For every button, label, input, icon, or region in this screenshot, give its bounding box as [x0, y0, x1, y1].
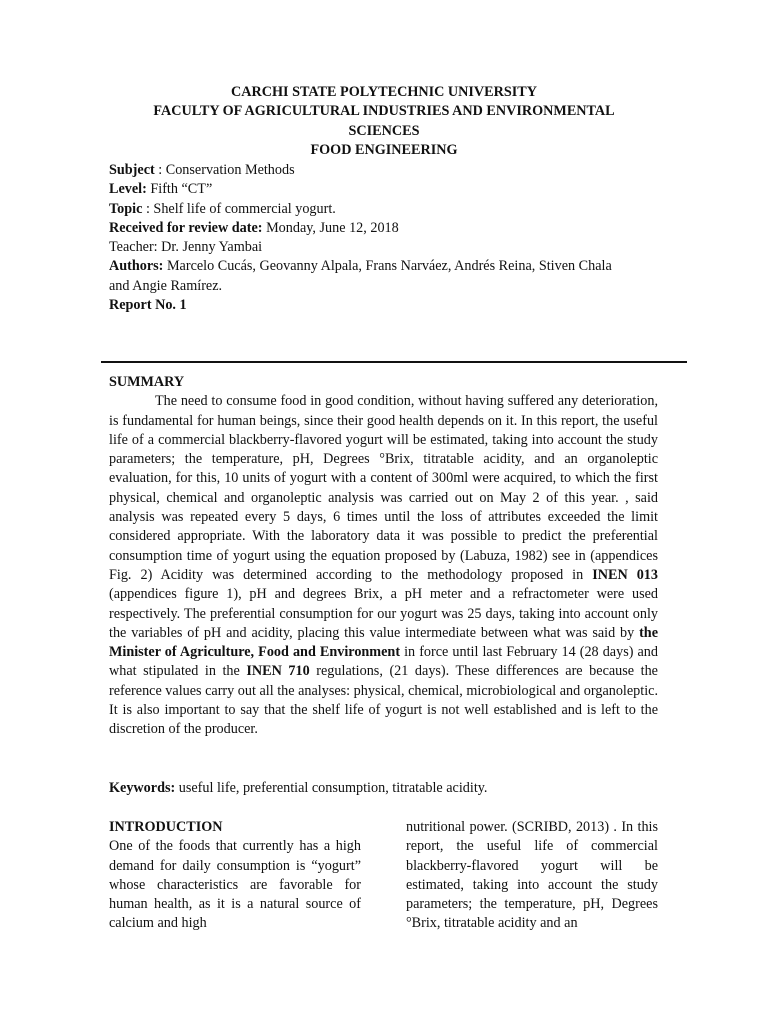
summary-heading: SUMMARY	[109, 374, 185, 390]
introduction-right-text: nutritional power. (SCRIBD, 2013) . In this report, the useful life of commercial blackberry-flavored yogurt will be estimated, taking into account the study parameters; the temperature, pH, Degrees °Brix, titratable acidity and an	[406, 819, 658, 932]
introduction-left-text: One of the foods that currently has a high demand for daily consumption is “yogurt” whose characteristics are favorable for human health, as it is a natural source of calcium and high	[109, 838, 361, 932]
program-name: FOOD ENGINEERING	[310, 141, 458, 158]
horizontal-divider	[101, 361, 687, 363]
received-date-row	[109, 219, 619, 238]
received-date-label: Received for review date:	[109, 219, 263, 236]
keywords-value: useful life, preferential consumption, titratable acidity.	[175, 780, 488, 796]
topic-value: : Shelf life of commercial yogurt.	[142, 200, 336, 217]
university-name: CARCHI STATE POLYTECHNIC UNIVERSITY	[230, 84, 537, 100]
received-date-value: Monday, June 12, 2018	[262, 219, 399, 236]
summary-section	[109, 373, 658, 740]
authors-row	[109, 257, 619, 296]
teacher-row: Teacher: Dr. Jenny Yambai	[109, 239, 263, 256]
document-header	[100, 83, 668, 160]
introduction-left-column	[109, 818, 361, 934]
authors-label: Authors:	[109, 258, 164, 275]
level-row	[109, 180, 619, 199]
ministry-reference: the Minister of Agriculture, Food and Environment	[109, 624, 658, 661]
faculty-name-line1: FACULTY OF AGRICULTURAL INDUSTRIES AND ENVIRONMENTAL	[153, 103, 615, 120]
topic-row	[109, 200, 619, 219]
subject-value: : Conservation Methods	[154, 162, 295, 178]
faculty-name-line2: SCIENCES	[348, 122, 420, 139]
authors-value: Marcelo Cucás, Geovanny Alpala, Frans Narváez, Andrés Reina, Stiven Chala and Angie Ramírez.	[109, 258, 612, 294]
introduction-right-column	[406, 818, 658, 934]
summary-paragraph: The need to consume food in good condition, without having suffered any deterioration, is fundamental for human beings, since their good health depends on it. In this report, the useful life of a commercial blackberry-flavored yogurt will be estimated, taking into account the study parameters; the temperature, pH, Degrees °Brix, titratable acidity, and an organoleptic evaluation, for this, 10 units of yogurt with a content of 300ml were acquired, to which the first physical, chemical and organoleptic analysis was carried out on May 2 of this year. , said analysis was repeated every 5 days, 6 times until the loss of attributes exceeded the limit considered appropriate. With the laboratory data it was possible to predict the preferential consumption time of yogurt using the equation proposed by (Labuza, 1982) see in (appendices Fig. 2) Acidity was determined according to the methodology proposed in INEN 013 (appendices figure 1), pH and degrees Brix, a pH meter and a refractometer were used respectively. The preferential consumption for our yogurt was 25 days, taking into account only the variables of pH and acidity, placing this value intermediate between what was said by the Minister of Agriculture, Food and Environment in force until last February 14 (28 days) and what stipulated in the INEN 710 regulations, (21 days). These differences are because the reference values carry out all the analyses: physical, chemical, microbiological and organoleptic. It is also important to say that the shelf life of yogurt is not well established and is left to the discretion of the producer.	[109, 393, 658, 738]
report-metadata	[109, 161, 619, 315]
subject-label: Subject	[109, 162, 155, 178]
topic-label: Topic	[109, 200, 143, 217]
inen-013-reference: INEN 013	[592, 566, 658, 583]
subject-row	[109, 161, 619, 180]
keywords-label: Keywords:	[109, 780, 176, 796]
introduction-heading: INTRODUCTION	[109, 819, 223, 835]
level-label: Level:	[109, 181, 147, 198]
report-number: Report No. 1	[109, 297, 187, 314]
inen-710-reference: INEN 710	[246, 663, 310, 680]
level-value: Fifth “CT”	[146, 181, 213, 198]
keywords-line	[109, 779, 658, 798]
